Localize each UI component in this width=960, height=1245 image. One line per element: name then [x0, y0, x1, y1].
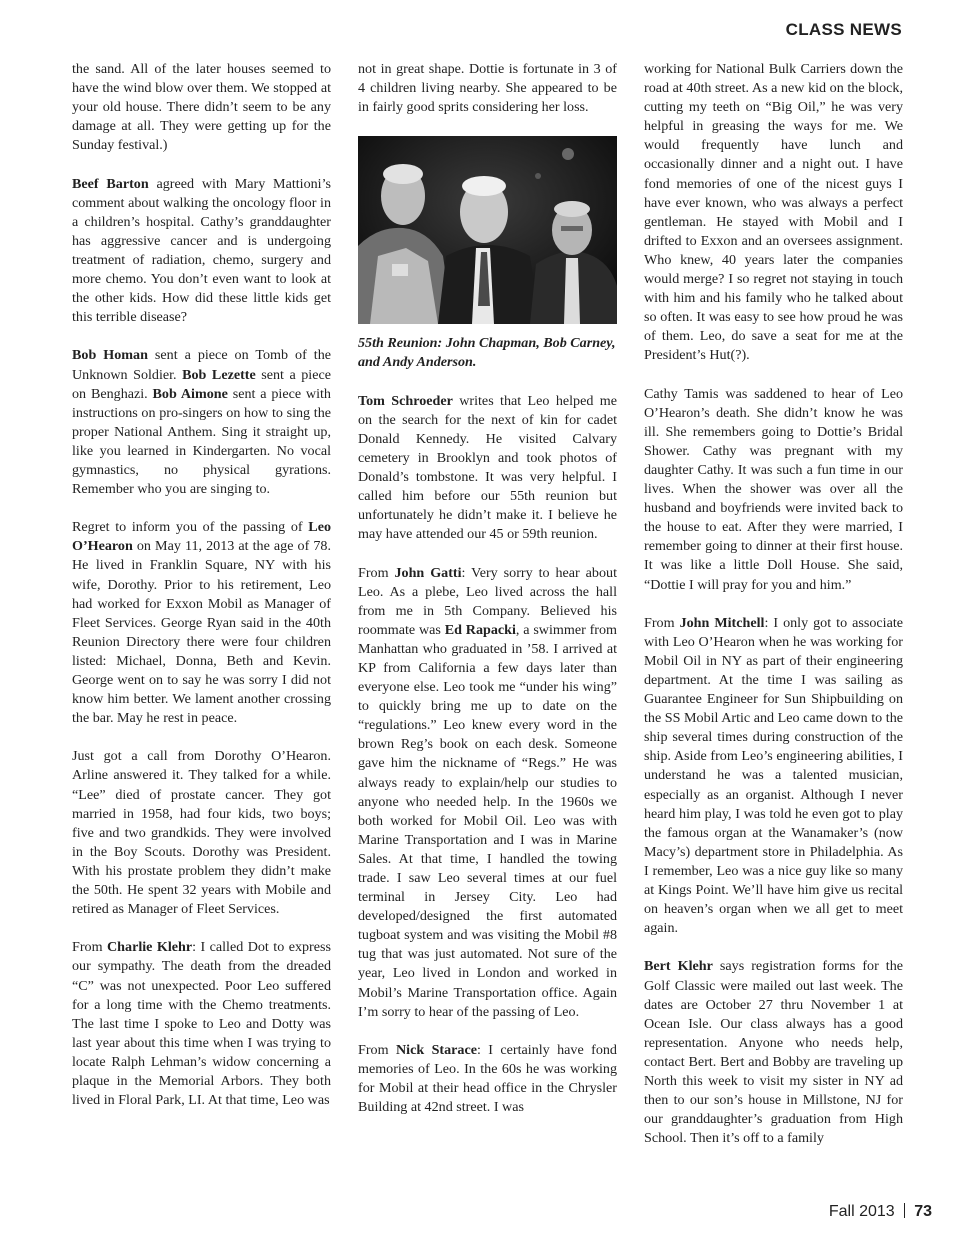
person-name: Bob Lezette	[182, 366, 256, 383]
paragraph	[72, 518, 331, 728]
column-2	[358, 60, 617, 1136]
paragraph-text: Regret to inform you of the passing of	[72, 519, 309, 536]
reunion-photo-image	[358, 136, 617, 324]
paragraph-text: : I only got to associate with Leo O’Hearon when he was working for Mobil Oil in NY as part of their engineering department. At the time I was sailing as Guarantee Engineer for Sun Shipbuilding on the SS Mobil Artic and Leo came down to the ship several times during construction of the ship. Aside from Leo’s engineering abilities, I understand he was a talented musician, especially as an organist. Although I never heard him play, I was told he even got to play the famous organ at the Wanamaker’s (now Macy’s) department store in Philadelphia. As I remember, Leo was a nice guy like so many at Kings Point. We’ll have him give us recital on heaven’s organ when we all get to meet again.	[644, 614, 903, 937]
page-footer	[829, 1203, 932, 1221]
issue-label: Fall 2013	[828, 1203, 895, 1220]
paragraph-text: sent a piece on Benghazi.	[72, 366, 331, 402]
paragraph: working for National Bulk Carriers down the road at 40th street. As a new kid on the block, cutting my teeth on “Big Oil,” he was very helpful in greasing the ways for me. We would frequently have lunch and occasionally dinner and a night out. I have fond memories of one of the nicest guys I have ever known, who was always a perfect gentleman. He stayed with Mobil and I drifted to Exxon and an oversees assignment. Who knew, 40 years later the companies would merge? I so regret not staying in touch with him and his family who he talked about so often. It was easy to see how proud he was of them. Leo, do save a seat for me at the President’s Hut(?).	[644, 61, 903, 364]
photo-caption: 55th Reunion: John Chapman, Bob Carney, and Andy Anderson.	[358, 335, 616, 371]
paragraph-text: From	[644, 614, 680, 631]
paragraph-text: : Very sorry to hear about Leo. As a plebe, Leo lived across the hall from me in 5th Company. Believed his roommate was	[358, 564, 617, 638]
paragraph-text: From	[358, 564, 395, 581]
paragraph-text: writes that Leo helped me on the search for the next of kin for cadet Donald Kennedy. He visited Calvary cemetery in Brooklyn and took photos of Donald’s tombstone. It was very helpful. I called him before our 55th reunion but unfortunately he didn’t make it. I believe he may have attended our 45 or 59th reunion.	[358, 392, 617, 543]
paragraph-text: agreed with Mary Mattioni’s comment about walking the oncology floor in a children’s hospital. Cathy’s granddaughter has aggressive cancer and is undergoing treatment of radiation, chemo, surgery and more chemo. You don’t even want to look at the other kids. How did these little kids get this terrible disease?	[72, 175, 331, 326]
footer-divider	[904, 1203, 906, 1218]
paragraph: not in great shape. Dottie is fortunate in 3 of 4 children living nearby. She appeared to be in fairly good sprits considering her loss.	[358, 61, 617, 116]
paragraph-text: sent a piece with instructions on pro-singers on how to sing the proper National Anthem. Sing it straight up, like you learned in Kindergarten. No vocal gymnastics, no physical gyrations. Remember who you are singing to.	[72, 385, 331, 498]
paragraph-text: , a swimmer from Manhattan who graduated in ’58. I arrived at KP from California a few days later than everyone else. Leo took me “under his wing” to quickly bring me up to date on the “regulations.” Leo knew every word in the brown Reg’s book on each desk. Someone gave him the nickname of “Regs.” He was always ready to explain/help our studies to anyone who needed help. In the 1960s we both worked for Mobil Oil. Leo was with Marine Transportation and I was in Marine Sales. At that time, I handled the towing trade. I saw Leo several times at our fuel terminal in Jersey City. Leo had developed/designed the first automated tugboat system and was visiting the Mobil #8 tug that was just automated. Not sure of the year, Leo lived in London and worked in Mobil’s Marine Transportation office. Again I’m sorry to hear of the passing of Leo.	[358, 621, 617, 1020]
paragraph: the sand. All of the later houses seemed to have the wind blow over them. We stopped at your old house. There didn’t seem to be any damage at all. They were getting up for the Sunday festival.)	[72, 61, 331, 154]
paragraph-text: says registration forms for the Golf Classic were mailed out last week. The dates are October 27 thru November 1 at Ocean Isle. Our class always has a good representation. Anyone who needs help, contact Bert. Bert and Bobby are traveling up North this week to visit my sister in NY ad then to our son’s house in Millstone, NJ for our granddaughter’s graduation from High School. Then it’s off to a family	[644, 958, 904, 1147]
paragraph	[644, 957, 903, 1148]
paragraph	[72, 175, 331, 328]
person-name: John Mitchell	[679, 614, 765, 631]
person-name: John Gatti	[394, 564, 462, 581]
reunion-photo	[358, 136, 617, 324]
paragraph-text: : I called Dot to express our sympathy. The death from the dreaded “C” was not unexpected. Poor Leo suffered for a long time with the Chemo treatments. The last time I spoke to Leo and Dotty was last year about this time when I was trying to locate Ralph Lehman’s widow concerning a plaque in the Memorial Arbors. They both lived in Floral Park, LI. At that time, Leo was	[72, 939, 331, 1109]
paragraph-text: From	[72, 939, 107, 956]
page-number: 73	[914, 1203, 932, 1220]
person-name: Beef Barton	[72, 175, 149, 192]
person-name: Bob Aimone	[152, 385, 228, 402]
paragraph: Cathy Tamis was saddened to hear of Leo O’Hearon’s death. She didn’t know he was ill. She remembers going to Dottie’s Bridal Shower. Cathy was pregnant with my daughter Cathy. It was such a fun time in our lives. When the shower was over all the husband and boyfriends were invited back to the house to eat. After they were married, I remember going to dinner at their first house. It was like a little Doll House. She said, “Dottie I will pray for you and him.”	[644, 385, 903, 593]
paragraph-text: From	[358, 1041, 396, 1058]
paragraph-text: sent a piece on Tomb of the Unknown Soldier.	[72, 347, 331, 383]
paragraph	[644, 614, 903, 939]
column-3	[644, 60, 903, 1167]
paragraph	[358, 392, 617, 545]
column-1	[72, 60, 331, 1129]
paragraph	[358, 564, 617, 1022]
paragraph-text: on May 11, 2013 at the age of 78. He lived in Franklin Square, NY with his wife, Dorothy. Prior to his retirement, Leo had worked for Exxon Mobil as Manager of Fleet Services. George Ryan said in the 40th Reunion Directory there were four children listed: Michael, Donna, Beth and Kevin. George went on to say he was sorry I did not know him better. We lament another crossing the bar. May he rest in peace.	[72, 538, 331, 727]
person-name: Bob Homan	[72, 347, 148, 364]
person-name: Nick Starace	[395, 1041, 477, 1058]
person-name: Ed Rapacki	[444, 621, 516, 638]
person-name: Charlie Klehr	[107, 939, 193, 956]
person-name: Tom Schroeder	[358, 392, 453, 409]
person-name: Leo O’Hearon	[72, 519, 331, 555]
paragraph: Just got a call from Dorothy O’Hearon. Arline answered it. They talked for a while. “Lee” died of prostate cancer. They got married in 1958, had four kids, two boys; five and two grandkids. They were involved in the Boy Scouts. Dorothy was President. With his prostate problem they didn’t make the 50th. He spent 32 years with Mobile and retired as Manager of Fleet Services.	[72, 748, 331, 918]
paragraph	[358, 1041, 617, 1117]
paragraph	[72, 938, 331, 1110]
section-label: CLASS NEWS	[785, 20, 902, 39]
paragraph-text: : I certainly have fond memories of Leo. In the 60s he was working for Mobil at their head office in the Chrysler Building at 42nd street. I was	[358, 1041, 617, 1116]
paragraph	[72, 346, 331, 499]
person-name: Bert Klehr	[644, 958, 713, 975]
